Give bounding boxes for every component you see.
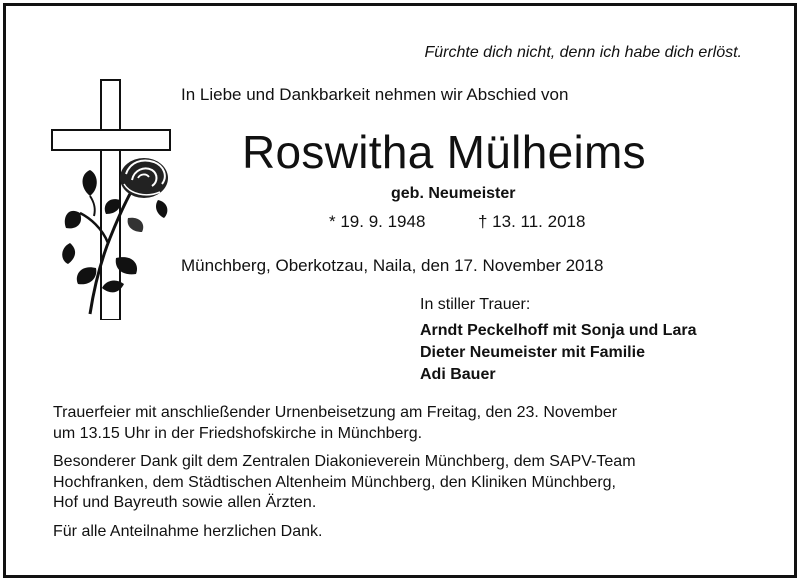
thanks-line: Hochfranken, dem Städtischen Altenheim Münchberg, den Kliniken Münchberg, (53, 473, 616, 491)
closing-thanks: Für alle Anteilnahme herzlichen Dank. (53, 522, 323, 540)
mourning-label: In stiller Trauer: (420, 296, 531, 313)
mourner-name: Dieter Neumeister mit Familie (420, 344, 645, 361)
place-and-date: Münchberg, Oberkotzau, Naila, den 17. November 2018 (181, 256, 604, 275)
funeral-info-line: um 13.15 Uhr in der Friedshofskirche in Münchberg. (53, 424, 423, 442)
mourner-name: Arndt Peckelhoff mit Sonja und Lara (420, 322, 697, 339)
birth-date: * 19. 9. 1948 (329, 212, 426, 231)
funeral-info-line: Trauerfeier mit anschließender Urnenbeisetzung am Freitag, den 23. November (53, 404, 618, 421)
notice-body (53, 403, 636, 542)
thanks-line: Besonderer Dank gilt dem Zentralen Diakonieverein Münchberg, dem SAPV-Team (53, 453, 636, 470)
mourners-list (420, 320, 696, 386)
deceased-name: Roswitha Mülheims (242, 126, 646, 178)
thanks-line: Hof und Bayreuth sowie allen Ärzten. (53, 494, 317, 511)
cross-with-rose-icon (50, 78, 172, 320)
birth-name: geb. Neumeister (391, 185, 516, 202)
mourner-name: Adi Bauer (420, 366, 496, 383)
bible-verse: Fürchte dich nicht, denn ich habe dich erlöst. (424, 44, 742, 61)
death-date: † 13. 11. 2018 (478, 212, 586, 231)
intro-text: In Liebe und Dankbarkeit nehmen wir Abschied von (181, 85, 569, 104)
